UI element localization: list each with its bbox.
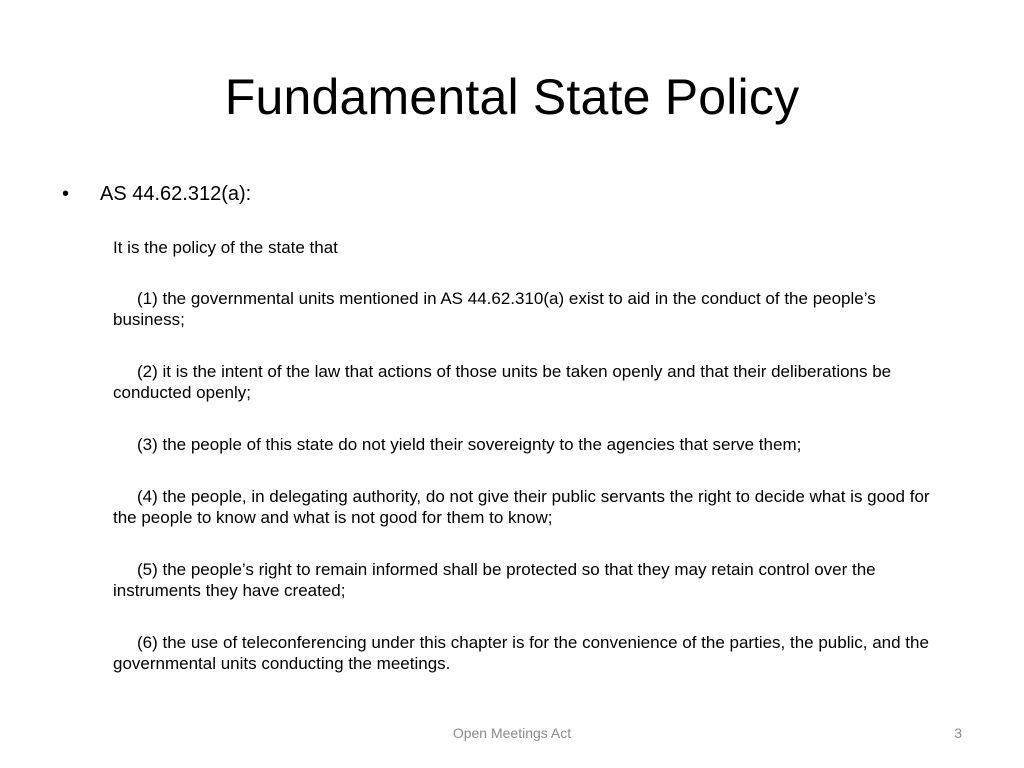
bullet-marker: •	[62, 183, 70, 205]
policy-clause-1: (1) the governmental units mentioned in AS 44.62.310(a) exist to aid in the conduct of the people’s business;	[113, 289, 876, 329]
slide-number: 3	[954, 725, 962, 741]
policy-clause-5: (5) the people’s right to remain informed shall be protected so that they may retain control over the instruments they have created;	[113, 560, 876, 600]
policy-clause-3: (3) the people of this state do not yield their sovereignty to the agencies that serve them;	[137, 435, 802, 454]
policy-clause-2: (2) it is the intent of the law that actions of those units be taken openly and that their deliberations be conducted openly;	[113, 362, 892, 402]
policy-lead-text: It is the policy of the state that	[113, 238, 338, 257]
bullet-text: AS 44.62.312(a):	[100, 183, 252, 205]
policy-clause-6: (6) the use of teleconferencing under this chapter is for the convenience of the parties, the public, and the governmental units conducting the meetings.	[113, 633, 929, 673]
policy-clause-4: (4) the people, in delegating authority, do not give their public servants the right to decide what is good for the people to know and what is not good for them to know;	[113, 487, 930, 527]
slide-content	[62, 178, 942, 673]
footer-title: Open Meetings Act	[452, 725, 572, 741]
slide-title: Fundamental State Policy	[224, 69, 800, 125]
bullet-item	[62, 178, 942, 210]
policy-clauses-list	[113, 288, 933, 705]
